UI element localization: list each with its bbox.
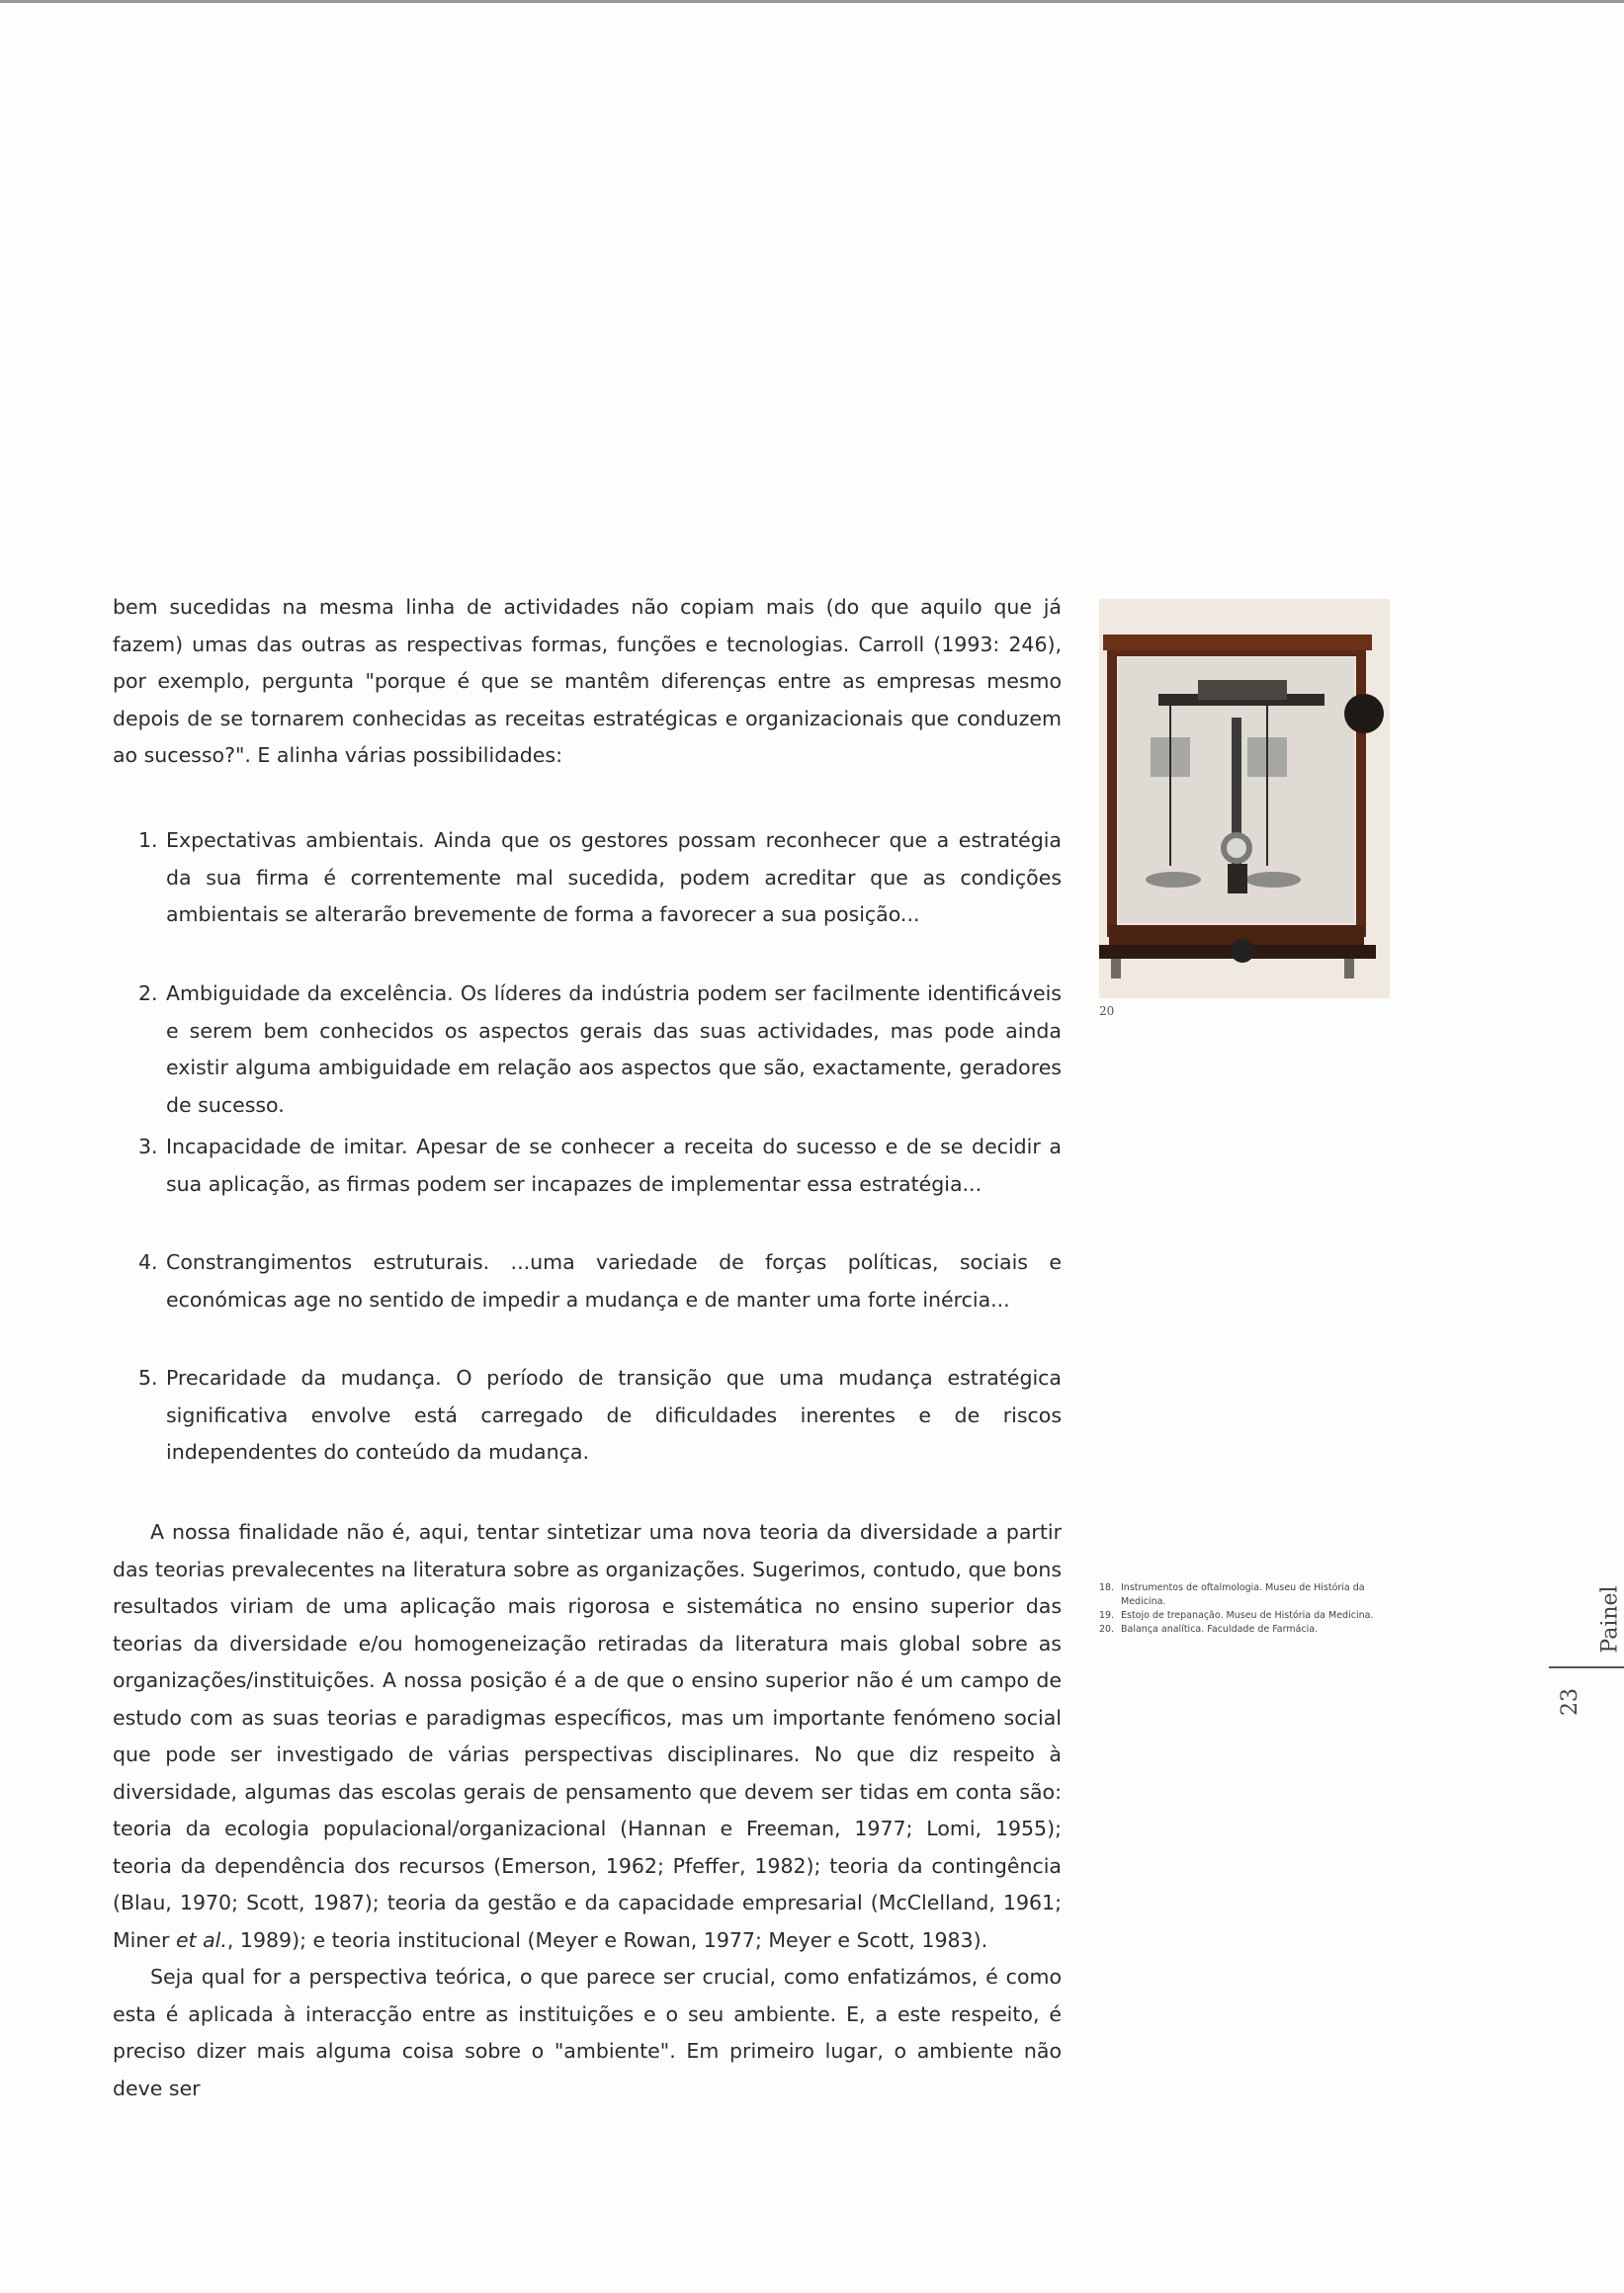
list-item [138,1360,1062,1472]
intro-paragraph [113,589,1062,775]
list-number: 5. [138,1366,158,1390]
caption-number: 18. [1099,1582,1115,1593]
caption [1099,1623,1406,1637]
balance-photo [1099,599,1390,998]
caption [1099,1609,1406,1623]
list-item [138,976,1062,1124]
paragraph-2-text-end: , 1989); e teoria institucional (Meyer e Rowan, 1977; Meyer e Scott, 1983). [226,1927,988,1952]
captions [1099,1581,1406,1637]
list-item [138,1244,1062,1318]
caption-text: Estojo de trepanação. Museu de História da Medicina. [1121,1610,1374,1621]
list-text: Precaridade da mudança. O período de transição que uma mudança estratégica significativa envolve está carregado de dificuldades inerentes e de riscos independentes do conteúdo da mudança. [166,1366,1062,1464]
list-text: Expectativas ambientais. Ainda que os gestores possam reconhecer que a estratégia da sua firma é correntemente mal sucedida, podem acreditar que as condições ambientais se alterarão brevemente de forma a favorecer a sua posição... [166,828,1062,926]
analytical-balance-illustration [1099,599,1390,998]
list-number: 4. [138,1250,158,1274]
page-number: 23 [1558,1688,1582,1716]
paragraph-2-italic: et al. [175,1927,227,1952]
figure-number: 20 [1099,1004,1115,1018]
list-item [138,1129,1062,1203]
caption-text: Balança analítica. Faculdade de Farmácia. [1121,1624,1319,1635]
list-number: 3. [138,1135,158,1158]
list-number: 2. [138,981,158,1005]
list-item [138,822,1062,934]
list-text: Incapacidade de imitar. Apesar de se conhecer a receita do sucesso e de se decidir a sua aplicação, as firmas podem ser incapazes de implementar essa estratégia... [166,1135,1062,1196]
paragraph-2 [113,1514,1062,1959]
caption [1099,1581,1406,1609]
list-number: 1. [138,828,158,852]
paragraph-2-text: A nossa finalidade não é, aqui, tentar sintetizar uma nova teoria da diversidade a partir das teorias prevalecentes na literatura sobre as organizações. Sugerimos, contudo, que bons resultados viriam de uma aplicação mais rigorosa e sistemática no ensino superior das teorias da diversidade e/ou homogeneização retiradas da literatura mais global sobre as organizações/instituições. A nossa posição é a de que o ensino superior não é um campo de estudo com as suas teorias e paradigmas específicos, mas um importante fenómeno social que pode ser investigado de várias perspectivas disciplinares. No que diz respeito à diversidade, algumas das escolas gerais de pensamento que devem ser tidas em conta são: teoria da ecologia populacional/organizacional (Hannan e Freeman, 1977; Lomi, 1955); teoria da dependência dos recursos (Emerson, 1962; Pfeffer, 1982); teoria da contingência (Blau, 1970; Scott, 1987); teoria da gestão e da capacidade empresarial (McClelland, 1961; Miner [113,1520,1062,1952]
main-text [113,1514,1062,2107]
list-text: Ambiguidade da excelência. Os líderes da indústria podem ser facilmente identificáveis e serem bem conhecidos os aspectos gerais das suas actividades, mas pode ainda existir alguma ambiguidade em relação aos aspectos que são, exactamente, geradores de sucesso. [166,981,1062,1117]
paragraph-3: Seja qual for a perspectiva teórica, o que parece ser crucial, como enfatizámos, é como esta é aplicada à interacção entre as instituições e o seu ambiente. E, a este respeito, é preciso dizer mais alguma coisa sobre o "ambiente". Em primeiro lugar, o ambiente não deve ser [113,1965,1062,2100]
intro-text: bem sucedidas na mesma linha de actividades não copiam mais (do que aquilo que já fazem) umas das outras as respectivas formas, funções e tecnologias. Carroll (1993: 246), por exemplo, pergunta "porque é que se mantêm diferenças entre as empresas mesmo depois de se tornarem conhecidas as receitas estratégicas e organizacionais que conduzem ao sucesso?". E alinha várias possibilidades: [113,595,1062,767]
top-rule [0,0,1624,3]
section-rule [1549,1666,1624,1668]
list-text: Constrangimentos estruturais. ...uma variedade de forças políticas, sociais e económicas age no sentido de impedir a mudança e de manter uma forte inércia... [166,1250,1062,1312]
section-label: Painel [1597,1585,1623,1654]
caption-text: Instrumentos de oftalmologia. Museu de História da Medicina. [1121,1582,1365,1607]
caption-number: 19. [1099,1610,1115,1621]
caption-number: 20. [1099,1624,1115,1635]
